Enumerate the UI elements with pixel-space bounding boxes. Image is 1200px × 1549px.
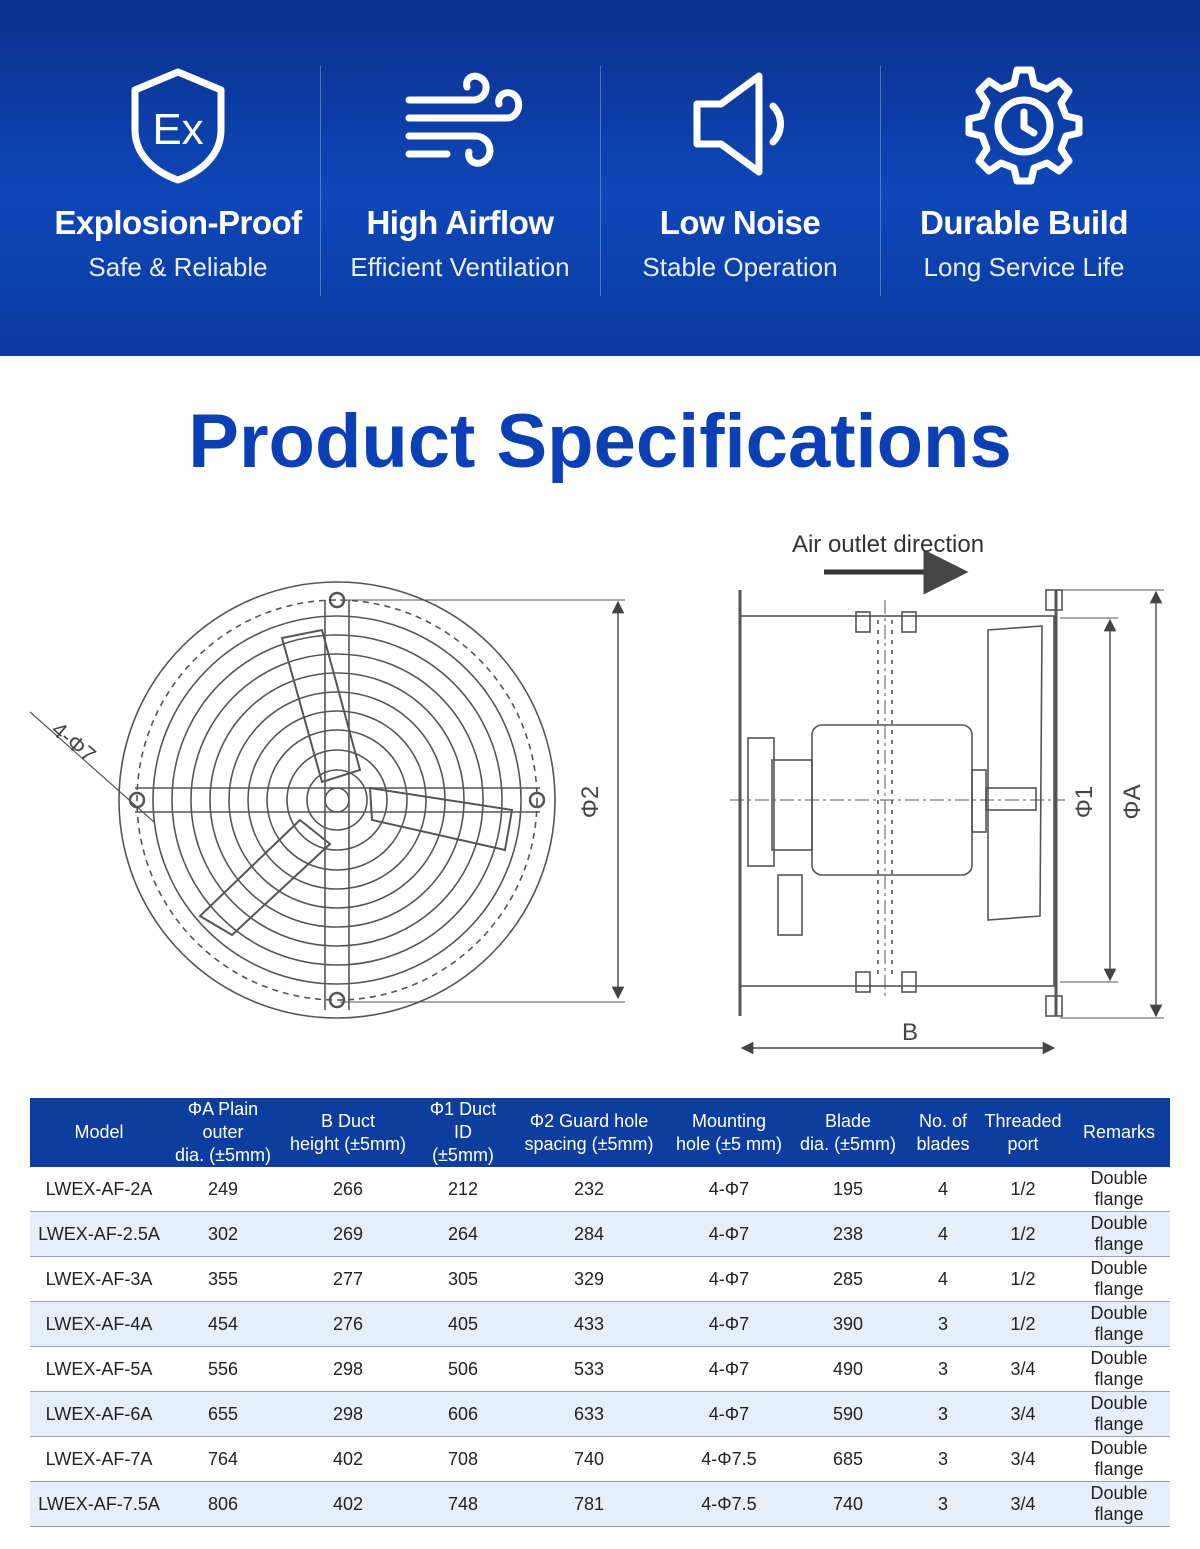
table-row bbox=[30, 1257, 1170, 1302]
side-view bbox=[730, 572, 1164, 1048]
cell-phi-1: 606 bbox=[418, 1392, 508, 1437]
side-dimension-phiA: ΦA bbox=[1119, 784, 1146, 820]
cell-phi-1: 708 bbox=[418, 1437, 508, 1482]
cell-threaded-port: 1/2 bbox=[978, 1257, 1068, 1302]
cell-mounting-hole: 4-Φ7.5 bbox=[670, 1482, 788, 1527]
table-row bbox=[30, 1347, 1170, 1392]
cell-blade-dia: 195 bbox=[788, 1167, 908, 1212]
cell-phi-1: 212 bbox=[418, 1167, 508, 1212]
cell-threaded-port: 3/4 bbox=[978, 1437, 1068, 1482]
cell-phi-1: 264 bbox=[418, 1212, 508, 1257]
header-b: B Duct height (±5mm) bbox=[278, 1098, 418, 1167]
header-model: Model bbox=[30, 1098, 168, 1167]
cell-mounting-hole: 4-Φ7 bbox=[670, 1392, 788, 1437]
cell-mounting-hole: 4-Φ7 bbox=[670, 1167, 788, 1212]
cell-phi-2: 533 bbox=[508, 1347, 670, 1392]
cell-remarks: Double flange bbox=[1068, 1167, 1170, 1212]
cell-phi-1: 748 bbox=[418, 1482, 508, 1527]
table-row bbox=[30, 1212, 1170, 1257]
cell-phi-1: 506 bbox=[418, 1347, 508, 1392]
table-row bbox=[30, 1167, 1170, 1212]
cell-mounting-hole: 4-Φ7.5 bbox=[670, 1437, 788, 1482]
table-row bbox=[30, 1437, 1170, 1482]
front-view bbox=[30, 582, 625, 1018]
cell-threaded-port: 3/4 bbox=[978, 1482, 1068, 1527]
cell-phi-a: 454 bbox=[168, 1302, 278, 1347]
cell-phi-2: 433 bbox=[508, 1302, 670, 1347]
cell-remarks: Double flange bbox=[1068, 1302, 1170, 1347]
feature-title: High Airflow bbox=[366, 204, 554, 241]
front-dimension-label: Φ2 bbox=[577, 785, 604, 819]
cell-blade-dia: 685 bbox=[788, 1437, 908, 1482]
cell-phi-2: 329 bbox=[508, 1257, 670, 1302]
cell-phi-2: 232 bbox=[508, 1167, 670, 1212]
header-phi-2: Φ2 Guard hole spacing (±5mm) bbox=[508, 1098, 670, 1167]
cell-b: 266 bbox=[278, 1167, 418, 1212]
cell-blade-dia: 590 bbox=[788, 1392, 908, 1437]
cell-phi-a: 764 bbox=[168, 1437, 278, 1482]
feature-title: Durable Build bbox=[919, 204, 1129, 241]
cell-remarks: Double flange bbox=[1068, 1347, 1170, 1392]
header-threaded-port: Threaded port bbox=[978, 1098, 1068, 1167]
speaker-icon bbox=[675, 60, 805, 190]
cell-model: LWEX-AF-5A bbox=[30, 1347, 168, 1392]
cell-b: 402 bbox=[278, 1482, 418, 1527]
cell-remarks: Double flange bbox=[1068, 1437, 1170, 1482]
table-row bbox=[30, 1482, 1170, 1527]
cell-phi-2: 633 bbox=[508, 1392, 670, 1437]
cell-phi-a: 556 bbox=[168, 1347, 278, 1392]
cell-mounting-hole: 4-Φ7 bbox=[670, 1302, 788, 1347]
cell-remarks: Double flange bbox=[1068, 1482, 1170, 1527]
cell-blade-dia: 740 bbox=[788, 1482, 908, 1527]
cell-b: 269 bbox=[278, 1212, 418, 1257]
feature-subtitle: Efficient Ventilation bbox=[350, 252, 570, 282]
cell-phi-a: 806 bbox=[168, 1482, 278, 1527]
feature-title: Low Noise bbox=[659, 204, 821, 241]
cell-model: LWEX-AF-7A bbox=[30, 1437, 168, 1482]
cell-threaded-port: 3/4 bbox=[978, 1392, 1068, 1437]
header-no-blades: No. of blades bbox=[908, 1098, 978, 1167]
cell-remarks: Double flange bbox=[1068, 1212, 1170, 1257]
cell-remarks: Double flange bbox=[1068, 1257, 1170, 1302]
feature-durable-build bbox=[884, 60, 1164, 300]
cell-blade-dia: 490 bbox=[788, 1347, 908, 1392]
feature-title: Explosion-Proof bbox=[54, 204, 302, 241]
cell-phi-a: 355 bbox=[168, 1257, 278, 1302]
side-dimension-phi1: Φ1 bbox=[1071, 785, 1098, 819]
cell-no-blades: 4 bbox=[908, 1167, 978, 1212]
cell-no-blades: 3 bbox=[908, 1302, 978, 1347]
cell-mounting-hole: 4-Φ7 bbox=[670, 1257, 788, 1302]
cell-b: 298 bbox=[278, 1347, 418, 1392]
front-hole-label: 4-Φ7 bbox=[46, 716, 101, 768]
cell-blade-dia: 285 bbox=[788, 1257, 908, 1302]
cell-threaded-port: 1/2 bbox=[978, 1302, 1068, 1347]
gear-clock-icon bbox=[959, 60, 1089, 190]
cell-model: LWEX-AF-4A bbox=[30, 1302, 168, 1347]
feature-subtitle: Stable Operation bbox=[642, 252, 838, 282]
header-phi-a: ΦA Plain outer dia. (±5mm) bbox=[168, 1098, 278, 1167]
feature-low-noise bbox=[600, 60, 880, 300]
cell-no-blades: 4 bbox=[908, 1257, 978, 1302]
cell-phi-a: 302 bbox=[168, 1212, 278, 1257]
cell-remarks: Double flange bbox=[1068, 1392, 1170, 1437]
cell-mounting-hole: 4-Φ7 bbox=[670, 1347, 788, 1392]
cell-model: LWEX-AF-2A bbox=[30, 1167, 168, 1212]
cell-phi-2: 781 bbox=[508, 1482, 670, 1527]
header-blade-dia: Blade dia. (±5mm) bbox=[788, 1098, 908, 1167]
header-remarks: Remarks bbox=[1068, 1098, 1170, 1167]
cell-model: LWEX-AF-2.5A bbox=[30, 1212, 168, 1257]
air-outlet-label: Air outlet direction bbox=[791, 531, 985, 558]
cell-phi-1: 405 bbox=[418, 1302, 508, 1347]
explosion-proof-shield-icon bbox=[113, 60, 243, 190]
feature-subtitle: Long Service Life bbox=[923, 252, 1125, 282]
cell-no-blades: 4 bbox=[908, 1212, 978, 1257]
feature-divider bbox=[880, 66, 881, 296]
feature-high-airflow bbox=[320, 60, 600, 300]
cell-blade-dia: 238 bbox=[788, 1212, 908, 1257]
cell-model: LWEX-AF-3A bbox=[30, 1257, 168, 1302]
cell-b: 298 bbox=[278, 1392, 418, 1437]
feature-banner bbox=[0, 0, 1200, 356]
spec-table bbox=[30, 1098, 1170, 1527]
cell-mounting-hole: 4-Φ7 bbox=[670, 1212, 788, 1257]
cell-threaded-port: 3/4 bbox=[978, 1347, 1068, 1392]
technical-drawing bbox=[0, 520, 1200, 1080]
cell-no-blades: 3 bbox=[908, 1437, 978, 1482]
table-row bbox=[30, 1302, 1170, 1347]
svg-text:Ex: Ex bbox=[152, 105, 204, 154]
cell-model: LWEX-AF-7.5A bbox=[30, 1482, 168, 1527]
cell-b: 277 bbox=[278, 1257, 418, 1302]
header-mounting-hole: Mounting hole (±5 mm) bbox=[670, 1098, 788, 1167]
cell-phi-1: 305 bbox=[418, 1257, 508, 1302]
header-phi-1: Φ1 Duct ID (±5mm) bbox=[418, 1098, 508, 1167]
feature-explosion-proof bbox=[38, 60, 318, 300]
cell-phi-2: 284 bbox=[508, 1212, 670, 1257]
cell-threaded-port: 1/2 bbox=[978, 1212, 1068, 1257]
cell-phi-2: 740 bbox=[508, 1437, 670, 1482]
cell-phi-a: 655 bbox=[168, 1392, 278, 1437]
page-title: Product Specifications bbox=[188, 399, 1012, 484]
table-header-row bbox=[30, 1098, 1170, 1167]
wind-icon bbox=[395, 60, 525, 190]
cell-phi-a: 249 bbox=[168, 1167, 278, 1212]
cell-b: 402 bbox=[278, 1437, 418, 1482]
feature-subtitle: Safe & Reliable bbox=[88, 252, 268, 282]
cell-threaded-port: 1/2 bbox=[978, 1167, 1068, 1212]
table-row bbox=[30, 1392, 1170, 1437]
cell-no-blades: 3 bbox=[908, 1347, 978, 1392]
cell-model: LWEX-AF-6A bbox=[30, 1392, 168, 1437]
cell-no-blades: 3 bbox=[908, 1392, 978, 1437]
cell-blade-dia: 390 bbox=[788, 1302, 908, 1347]
cell-no-blades: 3 bbox=[908, 1482, 978, 1527]
cell-b: 276 bbox=[278, 1302, 418, 1347]
side-dimension-b: B bbox=[901, 1019, 919, 1046]
